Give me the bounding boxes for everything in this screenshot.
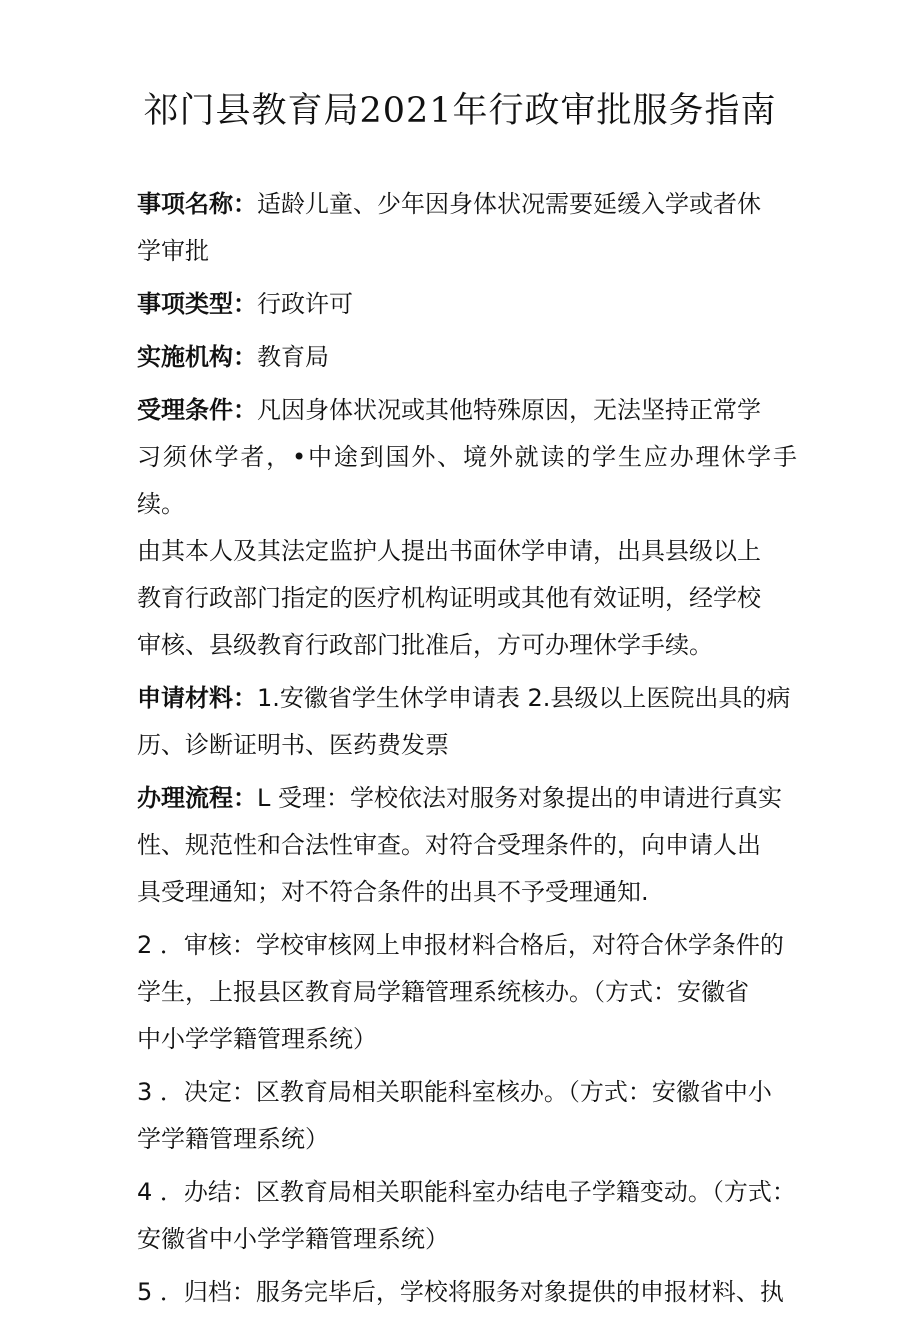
field-item-type <box>137 281 797 328</box>
procedure-step: 4 ．办结：区教育局相关职能科室办结电子学籍变动。（方式： 安徽省中小学学籍管理系统） <box>137 1178 796 1253</box>
field-item-name <box>137 181 797 275</box>
field-value: 适龄儿童、少年因身体状况需要延缓入学或者休 学审批 <box>137 190 761 265</box>
field-label: 办理流程： <box>137 784 257 812</box>
document-title: 祁门县教育局2021年行政审批服务指南 <box>143 91 777 131</box>
procedure-step: 3 ．决定：区教育局相关职能科室核办。（方式：安徽省中小 学学籍管理系统） <box>137 1078 772 1153</box>
procedure-step: 2 ．审核：学校审核网上申报材料合格后，对符合休学条件的 学生，上报县区教育局学籍管理系统核办。（方式：安徽省 中小学学籍管理系统） <box>137 931 784 1053</box>
field-procedure <box>137 775 797 916</box>
document-body <box>137 181 797 1322</box>
field-label: 实施机构： <box>137 343 257 371</box>
procedure-step: 5 ．归档：服务完毕后，学校将服务对象提供的申报材料、执 <box>137 1278 784 1306</box>
field-label: 事项类型： <box>137 290 257 318</box>
field-value: 教育局 <box>257 343 329 371</box>
field-value: L 受理：学校依法对服务对象提出的申请进行真实 性、规范性和合法性审查。对符合受理条件的，向申请人出 具受理通知；对不符合条件的出具不予受理通知. <box>137 784 782 906</box>
field-agency <box>137 334 797 381</box>
field-value: 1.安徽省学生休学申请表 2.县级以上医院出具的病 历、诊断证明书、医药费发票 <box>137 684 791 759</box>
field-label: 事项名称： <box>137 190 257 218</box>
field-materials <box>137 675 797 769</box>
field-label: 申请材料： <box>137 684 257 712</box>
field-conditions <box>137 387 797 669</box>
field-value: 行政许可 <box>257 290 353 318</box>
field-value: 凡因身体状况或其他特殊原因，无法坚持正常学 习须休学者，•中途到国外、境外就读的学生应办理休学手续。 由其本人及其法定监护人提出书面休学申请，出具县级以上 教育行政部门指定的医疗机构证明或其他有效证明，经学校 审核、县级教育行政部门批准后，方可办理休学手续。 <box>137 396 797 659</box>
field-label: 受理条件： <box>137 396 257 424</box>
